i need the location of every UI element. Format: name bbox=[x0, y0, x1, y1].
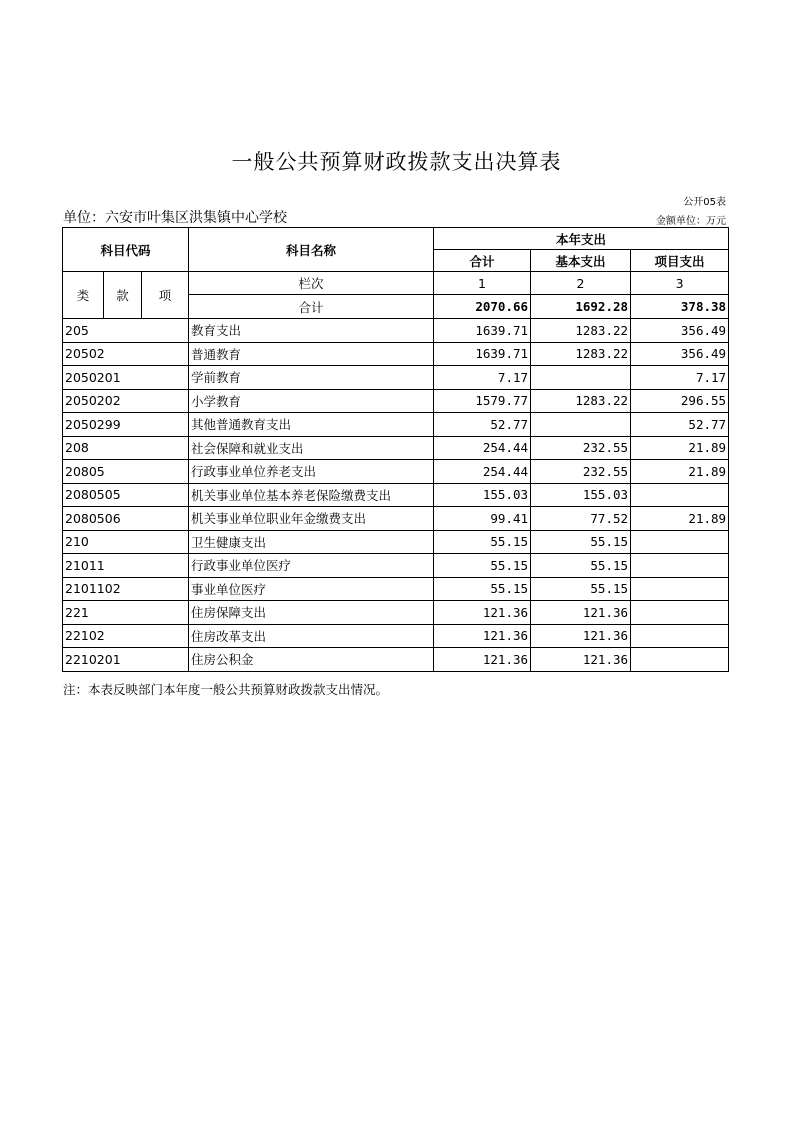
column-index-3: 3 bbox=[631, 272, 729, 295]
row-index-label: 栏次 bbox=[189, 272, 434, 295]
row-code: 21011 bbox=[63, 554, 189, 578]
row-basic: 1283.22 bbox=[531, 389, 631, 413]
row-basic: 232.55 bbox=[531, 436, 631, 460]
row-project bbox=[631, 483, 729, 507]
row-total: 55.15 bbox=[434, 577, 531, 601]
header-kuan: 款 bbox=[104, 272, 142, 319]
row-name: 其他普通教育支出 bbox=[189, 413, 434, 437]
table-row bbox=[63, 530, 729, 554]
row-basic: 121.36 bbox=[531, 624, 631, 648]
row-name: 卫生健康支出 bbox=[189, 530, 434, 554]
row-total: 52.77 bbox=[434, 413, 531, 437]
row-name: 学前教育 bbox=[189, 366, 434, 390]
row-basic: 55.15 bbox=[531, 577, 631, 601]
row-name: 小学教育 bbox=[189, 389, 434, 413]
row-total: 99.41 bbox=[434, 507, 531, 531]
row-basic: 121.36 bbox=[531, 601, 631, 625]
row-project bbox=[631, 601, 729, 625]
row-project: 296.55 bbox=[631, 389, 729, 413]
row-project bbox=[631, 554, 729, 578]
row-code: 205 bbox=[63, 319, 189, 343]
row-project: 7.17 bbox=[631, 366, 729, 390]
footnote: 注：本表反映部门本年度一般公共预算财政拨款支出情况。 bbox=[63, 682, 389, 697]
row-project bbox=[631, 624, 729, 648]
table-row bbox=[63, 413, 729, 437]
amount-unit: 金额单位：万元 bbox=[656, 216, 726, 227]
row-total: 7.17 bbox=[434, 366, 531, 390]
row-basic: 1283.22 bbox=[531, 342, 631, 366]
row-total: 1639.71 bbox=[434, 342, 531, 366]
expenditure-table bbox=[62, 227, 729, 672]
table-row bbox=[63, 460, 729, 484]
row-code: 2101102 bbox=[63, 577, 189, 601]
row-project: 52.77 bbox=[631, 413, 729, 437]
table-row bbox=[63, 554, 729, 578]
table-row bbox=[63, 366, 729, 390]
table-row bbox=[63, 342, 729, 366]
row-total: 254.44 bbox=[434, 436, 531, 460]
row-total: 254.44 bbox=[434, 460, 531, 484]
row-project: 21.89 bbox=[631, 436, 729, 460]
row-name: 社会保障和就业支出 bbox=[189, 436, 434, 460]
row-code: 2050299 bbox=[63, 413, 189, 437]
header-lei: 类 bbox=[63, 272, 104, 319]
row-basic: 55.15 bbox=[531, 530, 631, 554]
row-code: 2050201 bbox=[63, 366, 189, 390]
header-basic: 基本支出 bbox=[531, 250, 631, 272]
header-code-group: 科目代码 bbox=[63, 228, 189, 272]
totals-basic: 1692.28 bbox=[531, 295, 631, 319]
row-name: 机关事业单位职业年金缴费支出 bbox=[189, 507, 434, 531]
table-row bbox=[63, 577, 729, 601]
row-code: 2080506 bbox=[63, 507, 189, 531]
table-tag: 公开05表 bbox=[683, 197, 726, 208]
header-xiang: 项 bbox=[142, 272, 189, 319]
row-basic: 232.55 bbox=[531, 460, 631, 484]
row-total: 1639.71 bbox=[434, 319, 531, 343]
row-code: 2080505 bbox=[63, 483, 189, 507]
row-total: 55.15 bbox=[434, 530, 531, 554]
row-name: 行政事业单位医疗 bbox=[189, 554, 434, 578]
row-name: 机关事业单位基本养老保险缴费支出 bbox=[189, 483, 434, 507]
row-total: 55.15 bbox=[434, 554, 531, 578]
row-basic bbox=[531, 366, 631, 390]
row-project bbox=[631, 577, 729, 601]
row-total: 121.36 bbox=[434, 601, 531, 625]
row-code: 210 bbox=[63, 530, 189, 554]
row-total: 121.36 bbox=[434, 624, 531, 648]
totals-project: 378.38 bbox=[631, 295, 729, 319]
column-index-2: 2 bbox=[531, 272, 631, 295]
row-project bbox=[631, 648, 729, 672]
row-basic bbox=[531, 413, 631, 437]
row-name: 住房保障支出 bbox=[189, 601, 434, 625]
row-code: 20502 bbox=[63, 342, 189, 366]
row-project bbox=[631, 530, 729, 554]
table-row bbox=[63, 436, 729, 460]
row-code: 22102 bbox=[63, 624, 189, 648]
row-name: 住房公积金 bbox=[189, 648, 434, 672]
totals-total: 2070.66 bbox=[434, 295, 531, 319]
row-code: 20805 bbox=[63, 460, 189, 484]
row-name: 普通教育 bbox=[189, 342, 434, 366]
row-total: 121.36 bbox=[434, 648, 531, 672]
table-row bbox=[63, 624, 729, 648]
totals-label: 合计 bbox=[189, 295, 434, 319]
row-basic: 55.15 bbox=[531, 554, 631, 578]
row-basic: 77.52 bbox=[531, 507, 631, 531]
row-project: 356.49 bbox=[631, 319, 729, 343]
row-code: 2210201 bbox=[63, 648, 189, 672]
row-project: 21.89 bbox=[631, 460, 729, 484]
table-row bbox=[63, 507, 729, 531]
page-title: 一般公共预算财政拨款支出决算表 bbox=[231, 150, 562, 174]
row-basic: 155.03 bbox=[531, 483, 631, 507]
row-code: 208 bbox=[63, 436, 189, 460]
header-year-group: 本年支出 bbox=[434, 228, 729, 250]
table-row bbox=[63, 648, 729, 672]
table-row bbox=[63, 319, 729, 343]
table-row bbox=[63, 389, 729, 413]
row-project: 356.49 bbox=[631, 342, 729, 366]
row-name: 教育支出 bbox=[189, 319, 434, 343]
row-basic: 121.36 bbox=[531, 648, 631, 672]
header-name: 科目名称 bbox=[189, 228, 434, 272]
row-name: 住房改革支出 bbox=[189, 624, 434, 648]
table-row bbox=[63, 483, 729, 507]
header-total: 合计 bbox=[434, 250, 531, 272]
row-basic: 1283.22 bbox=[531, 319, 631, 343]
row-project: 21.89 bbox=[631, 507, 729, 531]
table-row bbox=[63, 601, 729, 625]
row-code: 2050202 bbox=[63, 389, 189, 413]
column-index-1: 1 bbox=[434, 272, 531, 295]
header-project: 项目支出 bbox=[631, 250, 729, 272]
organization-unit: 单位：六安市叶集区洪集镇中心学校 bbox=[63, 210, 287, 226]
row-total: 1579.77 bbox=[434, 389, 531, 413]
row-name: 事业单位医疗 bbox=[189, 577, 434, 601]
row-name: 行政事业单位养老支出 bbox=[189, 460, 434, 484]
row-code: 221 bbox=[63, 601, 189, 625]
row-total: 155.03 bbox=[434, 483, 531, 507]
